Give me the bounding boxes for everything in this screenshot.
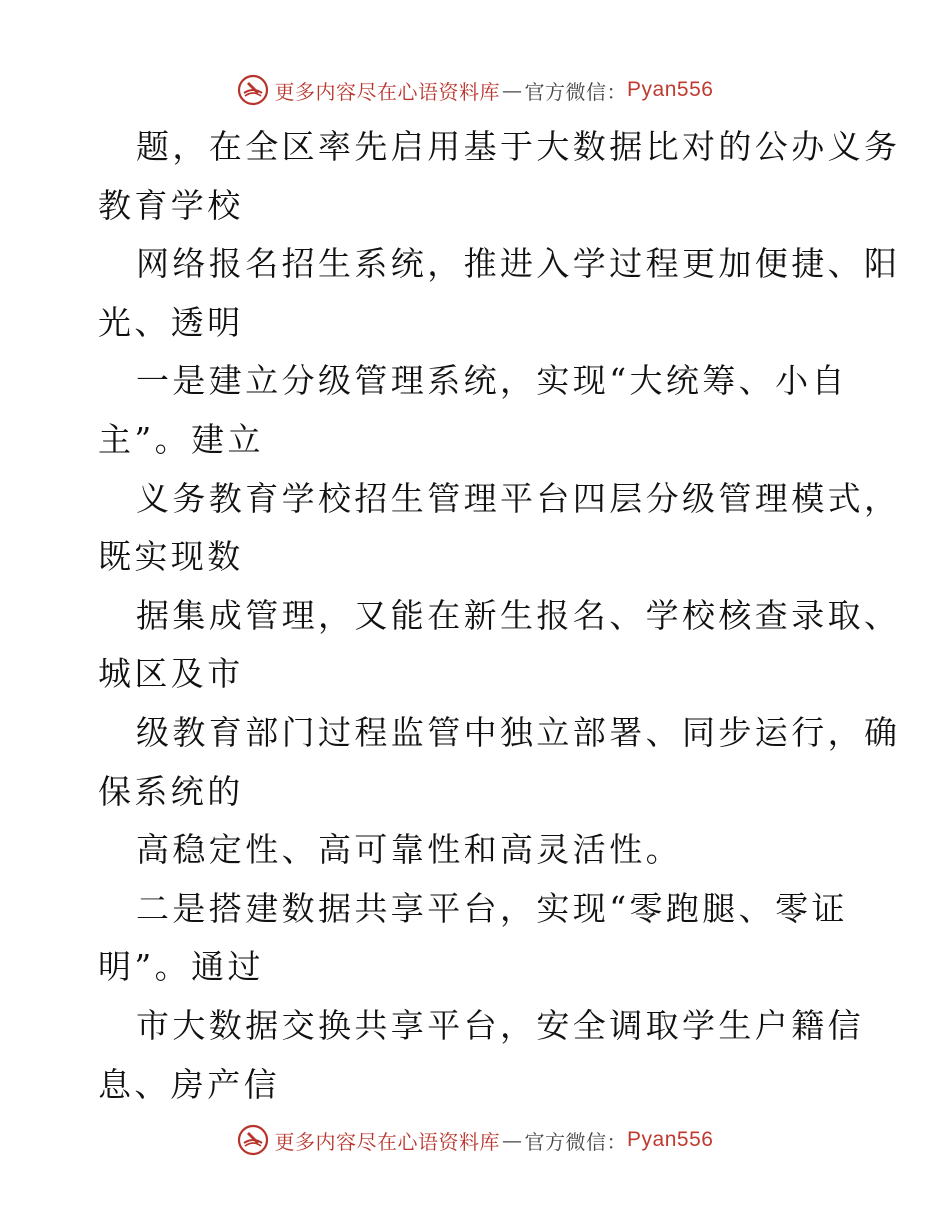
body-line: 主”。建立 [98, 419, 264, 459]
footer-separator: — [502, 1128, 523, 1152]
body-line: 明”。通过 [98, 947, 264, 987]
footer-banner [0, 1120, 950, 1160]
book-pen-logo-icon [237, 1124, 269, 1156]
book-pen-logo-icon [237, 74, 269, 106]
body-line: 高稳定性、高可靠性和高灵活性。 [136, 830, 682, 870]
header-wechat-id: Pyan556 [627, 78, 714, 101]
body-line: 保系统的 [98, 771, 244, 811]
body-line: 题，在全区率先启用基于大数据比对的公办义务 [136, 127, 901, 166]
body-line: 教育学校 [98, 185, 244, 225]
footer-wechat-label: 官方微信： [524, 1129, 628, 1154]
footer-site-text: 更多内容尽在心语资料库 [274, 1129, 501, 1154]
body-line: 一是建立分级管理系统，实现“大统筹、小自 [136, 361, 848, 401]
body-line: 城区及市 [98, 654, 244, 694]
body-line: 二是搭建数据共享平台，实现“零跑腿、零证 [136, 888, 848, 928]
body-line: 光、透明 [98, 302, 244, 342]
body-line: 义务教育学校招生管理平台四层分级管理模式， [136, 478, 901, 518]
body-line: 息、房产信 [98, 1064, 280, 1104]
footer-wechat-id: Pyan556 [627, 1128, 714, 1151]
header-wechat-label: 官方微信： [524, 79, 628, 104]
header-separator: — [502, 78, 523, 102]
header-site-text: 更多内容尽在心语资料库 [274, 79, 501, 104]
document-body [98, 118, 901, 1114]
body-line: 据集成管理，又能在新生报名、学校核查录取、 [136, 595, 901, 635]
body-line: 既实现数 [98, 537, 244, 577]
header-banner [0, 70, 950, 110]
body-line: 市大数据交换共享平台，安全调取学生户籍信 [136, 1005, 864, 1045]
body-line: 网络报名招生系统，推进入学过程更加便捷、阳 [136, 244, 901, 284]
body-line: 级教育部门过程监管中独立部署、同步运行，确 [136, 712, 901, 752]
